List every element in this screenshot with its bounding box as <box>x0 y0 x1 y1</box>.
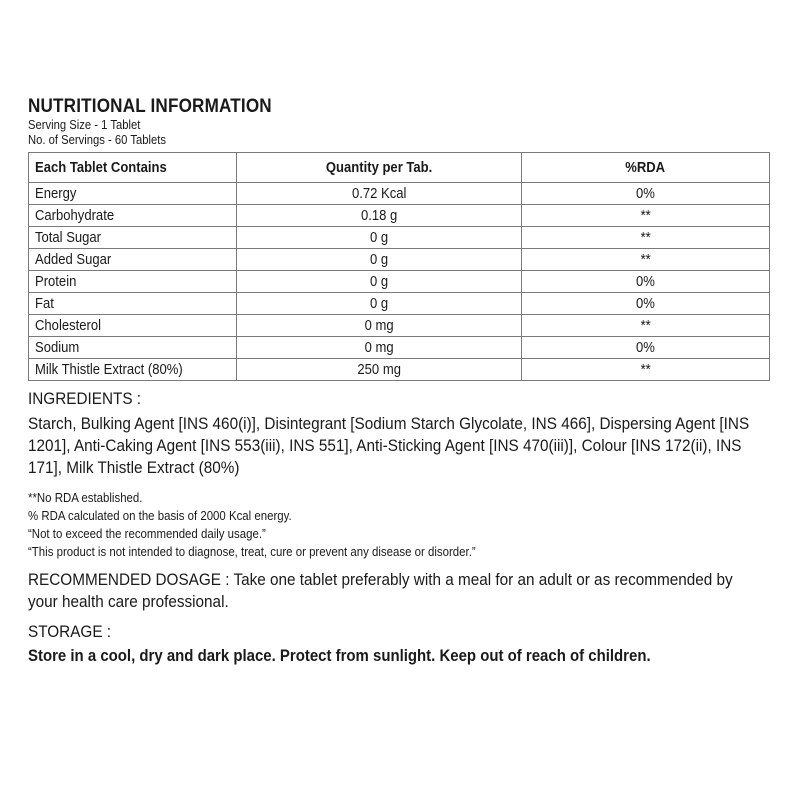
nutrient-rda: 0% <box>522 183 770 205</box>
footnotes <box>28 489 732 561</box>
table-header-row <box>29 153 770 183</box>
nutrient-name: Added Sugar <box>29 249 237 271</box>
nutrient-quantity: 250 mg <box>237 359 522 381</box>
nutrient-rda: ** <box>522 315 770 337</box>
table-row <box>29 359 770 381</box>
nutrient-name: Cholesterol <box>29 315 237 337</box>
column-header: Quantity per Tab. <box>237 153 522 183</box>
nutrient-rda: 0% <box>522 337 770 359</box>
dosage-text: Take one tablet preferably with a meal for an adult or as recommended by your health care professional. <box>28 570 733 611</box>
footnote: % RDA calculated on the basis of 2000 Kcal energy. <box>28 508 292 523</box>
storage-text: Store in a cool, dry and dark place. Protect from sunlight. Keep out of reach of children. <box>28 646 651 665</box>
nutrient-quantity: 0 g <box>237 271 522 293</box>
nutrient-name: Carbohydrate <box>29 205 237 227</box>
footnote: “Not to exceed the recommended daily usage.” <box>28 526 266 541</box>
serving-size: Serving Size - 1 Tablet <box>28 118 141 132</box>
nutrient-name: Total Sugar <box>29 227 237 249</box>
nutrient-rda: ** <box>522 205 770 227</box>
nutrient-rda: ** <box>522 249 770 271</box>
footnote: “This product is not intended to diagnose, treat, cure or prevent any disease or disorder.” <box>28 544 476 559</box>
nutrient-quantity: 0 g <box>237 293 522 315</box>
column-header: Each Tablet Contains <box>29 153 237 183</box>
nutrition-title: NUTRITIONAL INFORMATION <box>28 96 272 117</box>
nutrient-rda: 0% <box>522 293 770 315</box>
column-header: %RDA <box>522 153 770 183</box>
nutrient-quantity: 0 mg <box>237 315 522 337</box>
nutrient-name: Fat <box>29 293 237 315</box>
table-row <box>29 271 770 293</box>
nutrition-table <box>28 152 770 381</box>
nutrient-name: Sodium <box>29 337 237 359</box>
table-row <box>29 205 770 227</box>
table-row <box>29 183 770 205</box>
dosage-heading: RECOMMENDED DOSAGE : <box>28 570 230 589</box>
servings-count: No. of Servings - 60 Tablets <box>28 133 166 147</box>
table-row <box>29 227 770 249</box>
label-panel <box>28 96 773 667</box>
nutrient-quantity: 0 mg <box>237 337 522 359</box>
table-row <box>29 293 770 315</box>
nutrient-name: Energy <box>29 183 237 205</box>
table-row <box>29 315 770 337</box>
nutrient-rda: 0% <box>522 271 770 293</box>
table-row <box>29 337 770 359</box>
nutrient-rda: ** <box>522 227 770 249</box>
table-row <box>29 249 770 271</box>
nutrient-quantity: 0.18 g <box>237 205 522 227</box>
ingredients-text: Starch, Bulking Agent [INS 460(i)], Disintegrant [Sodium Starch Glycolate, INS 466], Dispersing Agent [INS 1201], Anti-Caking Agent [INS 553(iii), INS 551], Anti-Sticking Agent [INS 470(iii)], Colour [INS 172(ii), INS 171], Milk Thistle Extract (80%) <box>28 414 750 477</box>
ingredients-heading: INGREDIENTS : <box>28 389 142 408</box>
nutrient-name: Protein <box>29 271 237 293</box>
nutrient-name: Milk Thistle Extract (80%) <box>29 359 237 381</box>
nutrient-quantity: 0 g <box>237 249 522 271</box>
nutrient-quantity: 0.72 Kcal <box>237 183 522 205</box>
nutrient-quantity: 0 g <box>237 227 522 249</box>
nutrient-rda: ** <box>522 359 770 381</box>
footnote: **No RDA established. <box>28 490 143 505</box>
dosage-section <box>28 569 757 613</box>
storage-heading: STORAGE : <box>28 622 112 641</box>
